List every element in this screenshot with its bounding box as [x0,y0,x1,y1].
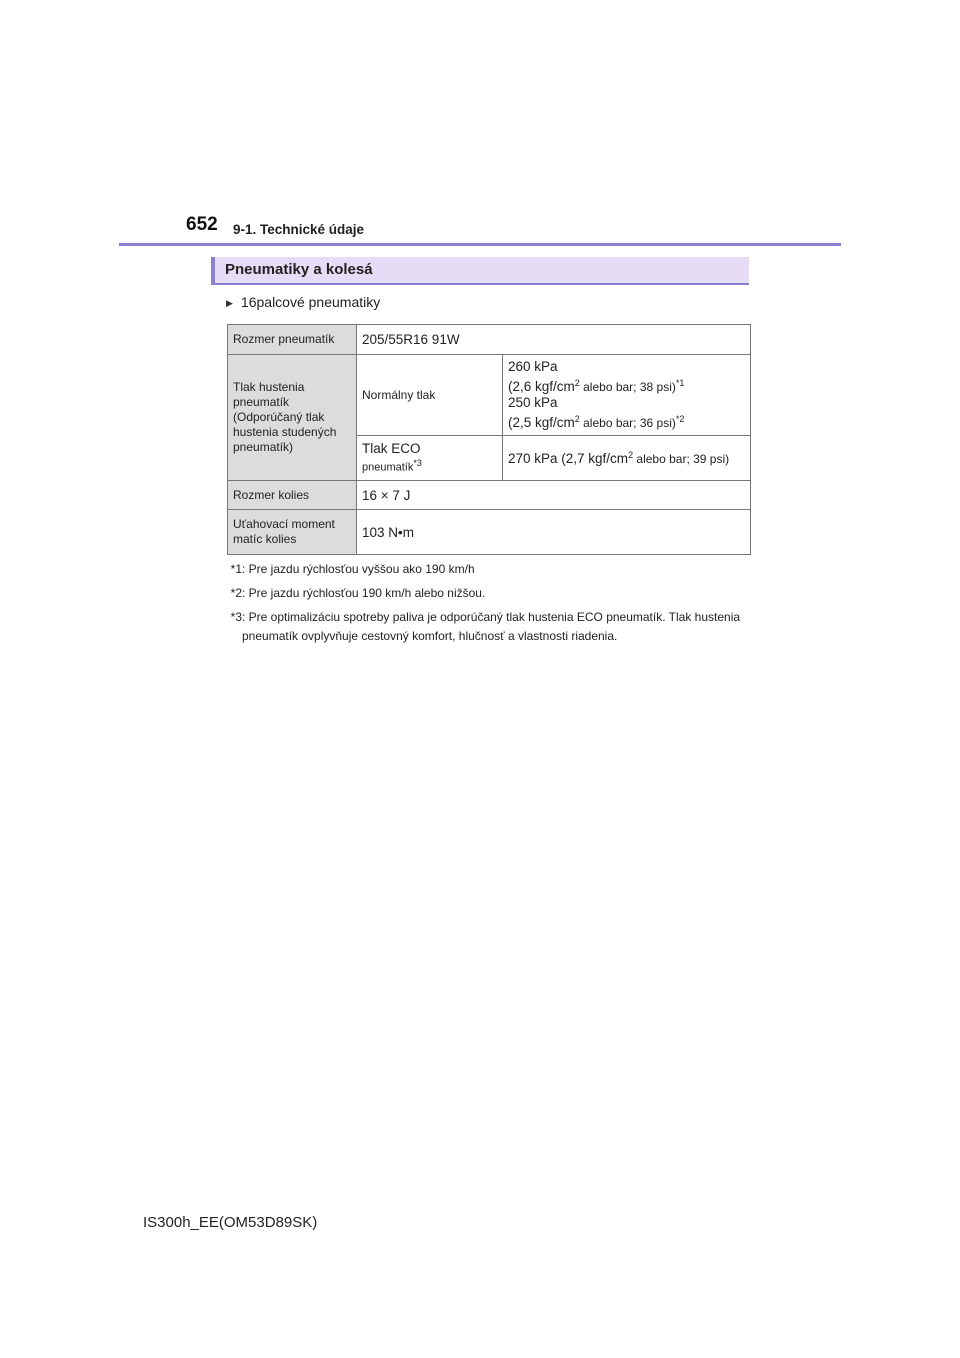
footnote-1 [216,560,756,579]
superscript: 2 [628,450,634,460]
normal-pressure-value [503,355,751,436]
normal-pressure-label: Normálny tlak [357,355,503,436]
document-code: IS300h_EE(OM53D89SK) [143,1214,318,1231]
table-row [228,481,751,510]
footnote-mark: *1 [230,562,242,576]
table-row [228,355,751,436]
normal-pressure-1-kpa: 260 kPa [508,359,558,374]
normal-pressure-2-kpa: 250 kPa [508,395,558,410]
footnote-2 [216,584,756,603]
eco-label-text: pneumatík [362,461,414,474]
eco-value-kpa: 270 kPa (2,7 kgf/cm [508,451,629,466]
tire-size-label: Rozmer pneumatík [228,325,357,355]
spec-table [227,324,751,555]
eco-label-line1: Tlak ECO [362,440,421,456]
subheading-text: 16palcové pneumatiky [240,294,381,310]
superscript: 2 [574,378,580,388]
footnote-text: : Pre jazdu rýchlosťou 190 km/h alebo nižšou. [242,586,486,600]
wheel-size-value: 16 × 7 J [357,481,751,510]
wheel-size-label: Rozmer kolies [228,481,357,510]
triangle-bullet-icon: ▶ [226,298,233,308]
footnote-ref: *1 [675,378,685,388]
header-divider [119,243,841,246]
normal-pressure-2-unit: (2,5 kgf/cm [508,415,575,430]
eco-pressure-value [503,436,751,481]
torque-value: 103 N•m [357,510,751,555]
footnote-mark: *2 [230,586,242,600]
tire-size-value: 205/55R16 91W [357,325,751,355]
torque-label: Uťahovací moment matíc kolies [228,510,357,555]
table-row [228,325,751,355]
subheading [226,294,380,310]
footnote-ref: *3 [413,457,422,468]
normal-pressure-1-detail [508,375,745,395]
footnote-mark: *3 [230,610,242,624]
table-row [228,510,751,555]
superscript: 2 [574,414,580,424]
section-heading-box [211,257,749,285]
section-title: 9-1. Technické údaje [233,222,365,237]
eco-label-line2 [362,456,497,476]
section-heading: Pneumatiky a kolesá [225,261,373,278]
eco-pressure-label [357,436,503,481]
normal-pressure-2-detail [508,411,745,431]
normal-pressure-1-unit: (2,6 kgf/cm [508,379,575,394]
footnote-text: : Pre jazdu rýchlosťou vyššou ako 190 km/h [242,562,475,576]
page-number: 652 [186,214,218,235]
normal-pressure-2-rest: alebo bar; 36 psi) [579,416,676,430]
footnotes [216,560,756,651]
eco-value-rest: alebo bar; 39 psi) [633,452,730,466]
footnote-3 [216,608,756,646]
footnote-text: : Pre optimalizáciu spotreby paliva je odporúčaný tlak hustenia ECO pneumatík. Tlak hustenia pneumatík ovplyvňuje cestovný komfort, hlučnosť a vlastnosti riadenia. [242,610,741,643]
footnote-ref: *2 [675,414,685,424]
normal-pressure-1-rest: alebo bar; 38 psi) [579,380,676,394]
pressure-label: Tlak hustenia pneumatík (Odporúčaný tlak hustenia studených pneumatík) [228,355,357,481]
